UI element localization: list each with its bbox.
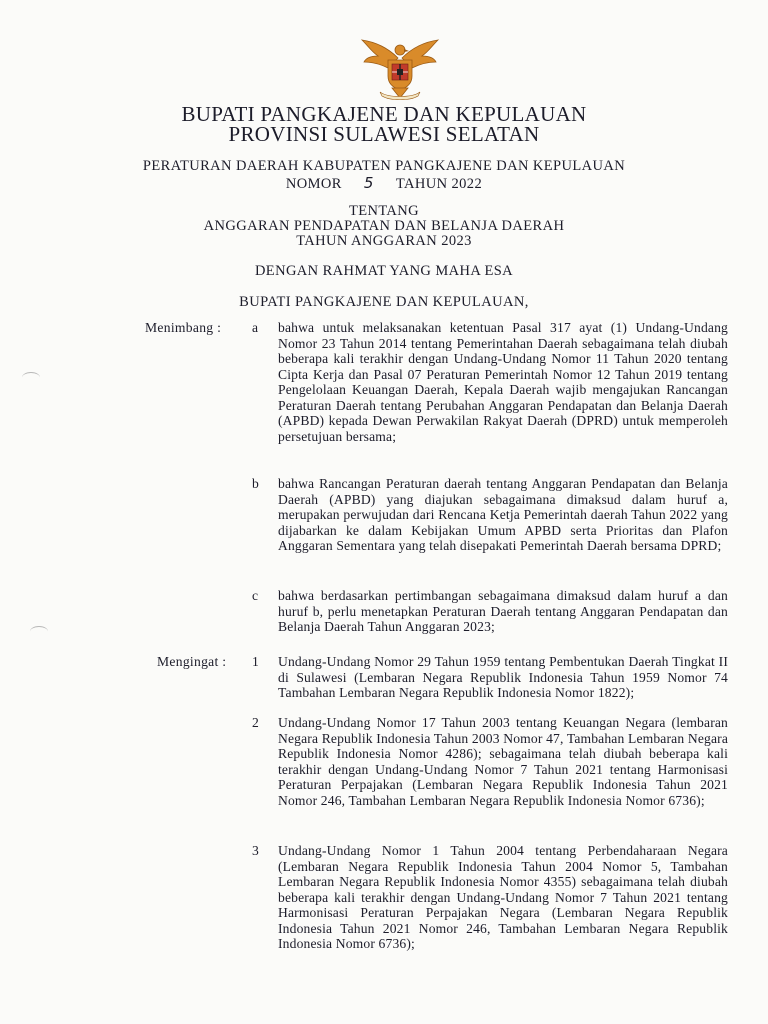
item-text: bahwa Rancangan Peraturan daerah tentang Anggaran Pendapatan dan Belanja Daerah (APBD) yang diajukan sebagaimana dimaksud dalam huruf a, merupakan perwujudan dari Rencana Ketja Pemerintah daerah Tahun 2022 yang dijabarkan ke dalam Kebijakan Umum APBD serta Prioritas dan Plafon Anggaran Sementara yang telah disepakati Pemerintah Daerah bersama DPRD;: [278, 476, 728, 553]
item-text: bahwa untuk melaksanakan ketentuan Pasal 317 ayat (1) Undang-Undang Nomor 23 Tahun 2014 tentang Pemerintahan Daerah sebagaimana telah diubah beberapa kali terakhir dengan Undang-Undang Nomor 11 Tahun 2020 tentang Cipta Kerja dan Pasal 07 Peraturan Pemerintah Nomor 12 Tahun 2019 tentang Pengelolaan Keuangan Daerah, Kepala Daerah wajib mengajukan Rancangan Peraturan Daerah tentang Perubahan Anggaran Pendapatan dan Belanja Daerah (APBD) kepada Dewan Perwakilan Rakyat Daerah (DPRD) untuk memperoleh persetujuan bersama;: [278, 320, 728, 444]
title-line-2: PROVINSI SULAWESI SELATAN: [228, 122, 540, 146]
item-text: Undang-Undang Nomor 29 Tahun 1959 tentang Pembentukan Daerah Tingkat II di Sulawesi (Lembaran Negara Republik Indonesia Tahun 1959 Nomor 74 Tambahan Lembaran Negara Republik Indonesia Nomor 1822);: [278, 654, 728, 700]
item-marker: 3: [252, 843, 259, 858]
tahun-label: TAHUN 2022: [395, 176, 483, 192]
nomor-label: NOMOR: [285, 176, 342, 192]
menimbang-item-c: [252, 588, 728, 635]
menimbang-label: Menimbang :: [145, 320, 222, 335]
mengingat-item-3: [252, 843, 728, 952]
nomor-value: 5: [363, 174, 374, 192]
scan-mark: [30, 626, 48, 637]
item-marker: 1: [252, 654, 259, 669]
item-marker: 2: [252, 715, 259, 730]
item-marker: a: [252, 320, 259, 335]
blessing-line: DENGAN RAHMAT YANG MAHA ESA: [254, 263, 514, 279]
scan-mark: [22, 372, 40, 383]
tentang-heading: TENTANG: [348, 203, 420, 219]
regulation-number: [0, 174, 768, 193]
menimbang-item-a: [252, 320, 728, 444]
item-text: Undang-Undang Nomor 1 Tahun 2004 tentang Perbendaharaan Negara (Lembaran Negara Republik Indonesia Tahun 2004 Nomor 5, Tambahan Lembaran Negara Republik Indonesia Nomor 4355) sebagaimana telah diubah beberapa kali terakhir dengan Undang-Undang Nomor 7 Tahun 2021 tentang Harmonisasi Peraturan Perpajakan Negara (Lembaran Negara Republik Indonesia Tahun 2021 Nomor 246, Tambahan Lembaran Negara Republik Indonesia Nomor 6736);: [278, 843, 728, 951]
item-marker: b: [252, 476, 259, 491]
mengingat-label: Mengingat :: [157, 654, 227, 669]
menimbang-item-b: [252, 476, 728, 554]
title-line-1: BUPATI PANGKAJENE DAN KEPULAUAN: [181, 102, 587, 126]
regulation-title: PERATURAN DAERAH KABUPATEN PANGKAJENE DAN KEPULAUAN: [142, 158, 626, 174]
authority-line: BUPATI PANGKAJENE DAN KEPULAUAN,: [239, 294, 529, 310]
mengingat-item-2: [252, 715, 728, 808]
subject-line-2: TAHUN ANGGARAN 2023: [296, 233, 472, 249]
item-text: Undang-Undang Nomor 17 Tahun 2003 tentang Keuangan Negara (lembaran Negara Republik Indonesia Tahun 2003 Nomor 47, Tambahan Lembaran Negara Republik Indonesia Nomor 4286); sebagaimana telah diubah beberapa kali terakhir dengan Undang-Undang Nomor 7 Tahun 2021 tentang Harmonisasi Peraturan Perpajakan (Lembaran Negara Republik Indonesia Tahun 2021 Nomor 246, Tambahan Lembaran Negara Republik Indonesia Nomor 6736);: [278, 715, 728, 808]
mengingat-item-1: [252, 654, 728, 701]
subject-line-1: ANGGARAN PENDAPATAN DAN BELANJA DAERAH: [203, 218, 565, 234]
garuda-emblem-icon: [358, 38, 442, 102]
item-marker: c: [252, 588, 259, 603]
item-text: bahwa berdasarkan pertimbangan sebagaimana dimaksud dalam huruf a dan huruf b, perlu menetapkan Peraturan Daerah tentang Anggaran Pendapatan dan Belanja Daerah Tahun Anggaran 2023;: [278, 588, 728, 634]
